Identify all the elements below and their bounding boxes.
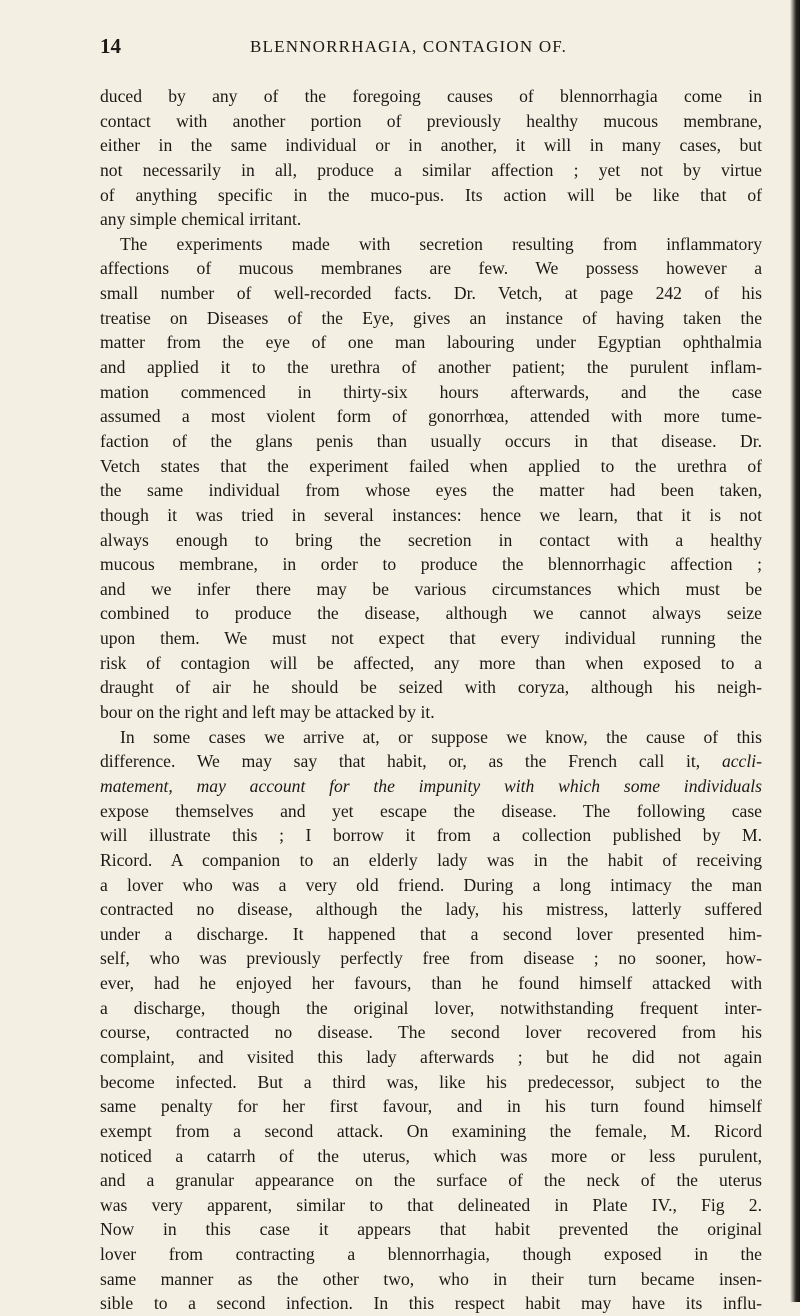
text-line: ever, had he enjoyed her favours, than he found himself attacked with xyxy=(100,973,762,994)
text-line: Ricord. A companion to an elderly lady was in the habit of receiving xyxy=(100,849,762,870)
text-line: was very apparent, similar to that delineated in Plate IV., Fig 2. xyxy=(100,1194,762,1215)
text-line: draught of air he should be seized with coryza, although his neigh- xyxy=(100,677,762,698)
text-line: contracted no disease, although the lady, his mistress, latterly suffered xyxy=(100,899,762,920)
text-line: lover from contracting a blennorrhagia, though exposed in the xyxy=(100,1244,762,1265)
text-line: exempt from a second attack. On examining the female, M. Ricord xyxy=(100,1120,762,1141)
text-line: self, who was previously perfectly free from disease ; no sooner, how- xyxy=(100,948,762,969)
text-line: always enough to bring the secretion in contact with a healthy xyxy=(100,529,762,550)
text-line: will illustrate this ; I borrow it from a collection published by M. xyxy=(100,825,762,846)
text-line: mucous membrane, in order to produce the blennorrhagic affection ; xyxy=(100,554,762,575)
text-line: under a discharge. It happened that a second lover presented him- xyxy=(100,923,762,944)
text-line: and we infer there may be various circumstances which must be xyxy=(100,578,762,599)
page-edge-shadow xyxy=(790,0,800,1302)
text-line: contact with another portion of previously healthy mucous membrane, xyxy=(100,110,762,131)
text-line: The experiments made with secretion resulting from inflammatory xyxy=(120,233,762,254)
text-line: noticed a catarrh of the uterus, which was more or less purulent, xyxy=(100,1145,762,1166)
text-line xyxy=(100,774,762,799)
text-line: Now in this case it appears that habit prevented the original xyxy=(100,1219,762,1240)
text-line: sible to a second infection. In this respect habit may have its influ- xyxy=(100,1293,762,1314)
text-line: the same individual from whose eyes the matter had been taken, xyxy=(100,480,762,501)
page-number: 14 xyxy=(100,34,121,58)
text-line: bour on the right and left may be attacked by it. xyxy=(100,702,435,723)
text-line: assumed a most violent form of gonorrhœa, attended with more tume- xyxy=(100,406,762,427)
text-line: of anything specific in the muco-pus. Its action will be like that of xyxy=(100,184,762,205)
text-line: upon them. We must not expect that every individual running the xyxy=(100,628,762,649)
text-line: combined to produce the disease, although we cannot always seize xyxy=(100,603,762,624)
running-head: BLENNORRHAGIA, CONTAGION OF. xyxy=(250,37,568,56)
text-line: In some cases we arrive at, or suppose we know, the cause of this xyxy=(120,726,762,747)
text-line: become infected. But a third was, like his predecessor, subject to the xyxy=(100,1071,762,1092)
italic-term-continued: matement, may account for the impunity with which some individuals xyxy=(100,775,762,796)
page-header xyxy=(100,34,710,58)
text-line: and a granular appearance on the surface of the neck of the uterus xyxy=(100,1170,762,1191)
text-line: small number of well-recorded facts. Dr. Vetch, at page 242 of his xyxy=(100,283,762,304)
text-line: a lover who was a very old friend. During a long intimacy the man xyxy=(100,874,762,895)
text-line: same manner as the other two, who in their turn became insen- xyxy=(100,1268,762,1289)
text-segment: difference. We may say that habit, or, as the French call it, xyxy=(100,751,701,772)
text-line: and applied it to the urethra of another patient; the purulent inflam- xyxy=(100,357,762,378)
text-line: a discharge, though the original lover, notwithstanding frequent inter- xyxy=(100,997,762,1018)
body-text xyxy=(100,84,762,1316)
text-line: not necessarily in all, produce a similar affection ; yet not by virtue xyxy=(100,159,762,180)
text-line: expose themselves and yet escape the disease. The following case xyxy=(100,800,762,821)
text-line: risk of contagion will be affected, any more than when exposed to a xyxy=(100,652,762,673)
text-line: either in the same individual or in another, it will in many cases, but xyxy=(100,135,762,156)
text-line: treatise on Diseases of the Eye, gives an instance of having taken the xyxy=(100,307,762,328)
text-line: duced by any of the foregoing causes of blennorrhagia come in xyxy=(100,86,762,106)
text-line: mation commenced in thirty-six hours afterwards, and the case xyxy=(100,381,762,402)
text-line: matter from the eye of one man labouring under Egyptian ophthalmia xyxy=(100,332,762,353)
text-line: Vetch states that the experiment failed when applied to the urethra of xyxy=(100,455,762,476)
text-line: faction of the glans penis than usually occurs in that disease. Dr. xyxy=(100,430,762,451)
text-line: course, contracted no disease. The second lover recovered from his xyxy=(100,1022,762,1043)
italic-term: accli- xyxy=(721,751,762,772)
text-line: affections of mucous membranes are few. We possess however a xyxy=(100,258,762,279)
text-line: complaint, and visited this lady afterwards ; but he did not again xyxy=(100,1046,762,1067)
text-line: any simple chemical irritant. xyxy=(100,209,302,230)
text-line-with-italic xyxy=(100,749,762,774)
text-line: same penalty for her first favour, and in his turn found himself xyxy=(100,1096,762,1117)
text-line: though it was tried in several instances: hence we learn, that it is not xyxy=(100,504,762,525)
